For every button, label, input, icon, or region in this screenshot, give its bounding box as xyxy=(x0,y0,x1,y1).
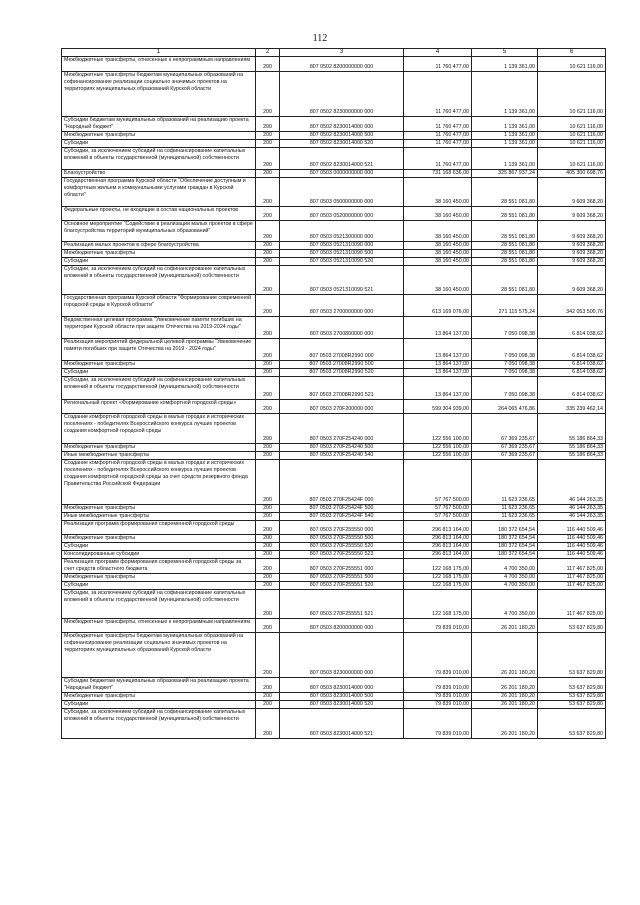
row-budget-code-cell: 807 0503 27008R2990 000 xyxy=(280,339,404,361)
row-unexecuted-cell: 53 637 829,80 xyxy=(538,633,606,678)
table-row xyxy=(62,619,606,633)
row-name-cell: Субсидии, за исключением субсидий на софинансирование капитальных вложений в объекты государственной (муниципальной) собственности xyxy=(62,709,256,739)
row-approved-cell: 13 864 137,00 xyxy=(404,317,472,339)
row-approved-cell: 38 160 450,00 xyxy=(404,242,472,250)
table-row xyxy=(62,513,606,521)
table-row xyxy=(62,414,606,444)
row-name-cell: Реализация мероприятий федеральной целевой программы "Увековечение памяти погибших при защите Отечества на 2019 - 2024 годы" xyxy=(62,339,256,361)
row-name-cell: Межбюджетные трансферты, отнесенные к непрограммным направлениям xyxy=(62,57,256,72)
col-header-unexecuted: 6 xyxy=(538,49,606,57)
row-line-code-cell: 200 xyxy=(256,505,280,513)
row-budget-code-cell: 807 0503 270F255551 500 xyxy=(280,574,404,582)
row-name-cell: Межбюджетные трансферты xyxy=(62,132,256,140)
row-approved-cell: 11 760 477,00 xyxy=(404,117,472,132)
row-approved-cell: 599 304 939,00 xyxy=(404,400,472,414)
row-executed-cell: 7 050 098,38 xyxy=(472,317,538,339)
row-executed-cell: 67 369 235,67 xyxy=(472,444,538,452)
row-executed-cell: 28 551 081,80 xyxy=(472,221,538,242)
row-name-cell: Реализация малых проектов в сфере благоустройства xyxy=(62,242,256,250)
row-line-code-cell: 200 xyxy=(256,258,280,266)
row-unexecuted-cell: 9 609 368,20 xyxy=(538,242,606,250)
row-name-cell: Субсидии, за исключением субсидий на софинансирование капитальных вложений в объекты государственной (муниципальной) собственности xyxy=(62,266,256,295)
row-line-code-cell: 200 xyxy=(256,72,280,117)
row-executed-cell: 28 551 081,80 xyxy=(472,258,538,266)
row-line-code-cell: 200 xyxy=(256,414,280,444)
row-executed-cell: 1 139 361,00 xyxy=(472,57,538,72)
row-unexecuted-cell: 9 609 368,20 xyxy=(538,258,606,266)
row-approved-cell: 57 767 500,00 xyxy=(404,505,472,513)
row-name-cell: Межбюджетные трансферты, отнесенные к непрограммным направлениям xyxy=(62,619,256,633)
table-row xyxy=(62,221,606,242)
row-budget-code-cell: 807 0503 27008R2990 500 xyxy=(280,361,404,369)
row-approved-cell: 79 839 010,00 xyxy=(404,709,472,739)
row-budget-code-cell: 807 0503 270F255551 521 xyxy=(280,590,404,619)
table-row xyxy=(62,72,606,117)
col-header-line-code: 2 xyxy=(256,49,280,57)
row-budget-code-cell: 807 0503 270F25424F 540 xyxy=(280,513,404,521)
row-executed-cell: 325 867 937,24 xyxy=(472,170,538,178)
row-budget-code-cell: 807 0503 0521310090 000 xyxy=(280,242,404,250)
row-unexecuted-cell: 53 637 829,80 xyxy=(538,701,606,709)
row-unexecuted-cell: 10 621 116,00 xyxy=(538,148,606,170)
row-executed-cell: 28 551 081,80 xyxy=(472,242,538,250)
row-unexecuted-cell: 55 186 864,33 xyxy=(538,414,606,444)
row-line-code-cell: 200 xyxy=(256,221,280,242)
table-row xyxy=(62,678,606,693)
row-executed-cell: 1 139 361,00 xyxy=(472,132,538,140)
table-row xyxy=(62,148,606,170)
row-line-code-cell: 200 xyxy=(256,701,280,709)
row-approved-cell: 79 839 010,00 xyxy=(404,619,472,633)
row-executed-cell: 4 700 350,00 xyxy=(472,559,538,574)
table-row xyxy=(62,369,606,377)
row-budget-code-cell: 807 0503 270F255550 523 xyxy=(280,551,404,559)
row-name-cell: Ведомственная целевая программа "Увековечение памяти погибших на территории Курской области при защите Отечества на 2019-2024 годы" xyxy=(62,317,256,339)
row-approved-cell: 38 160 450,00 xyxy=(404,258,472,266)
table-row xyxy=(62,543,606,551)
col-header-name: 1 xyxy=(62,49,256,57)
row-budget-code-cell: 807 0503 270F254240 500 xyxy=(280,444,404,452)
table-row xyxy=(62,505,606,513)
row-budget-code-cell: 807 0503 8230014000 521 xyxy=(280,709,404,739)
table-row xyxy=(62,460,606,505)
row-name-cell: Субсидии бюджетам муниципальных образований на реализацию проекта "Народный бюджет" xyxy=(62,678,256,693)
row-approved-cell: 13 864 137,00 xyxy=(404,361,472,369)
row-line-code-cell: 200 xyxy=(256,57,280,72)
table-row xyxy=(62,444,606,452)
row-unexecuted-cell: 46 144 263,35 xyxy=(538,513,606,521)
row-approved-cell: 122 168 175,00 xyxy=(404,582,472,590)
row-unexecuted-cell: 9 609 368,20 xyxy=(538,266,606,295)
row-line-code-cell: 200 xyxy=(256,633,280,678)
row-line-code-cell: 200 xyxy=(256,582,280,590)
row-budget-code-cell: 807 0503 270F255550 500 xyxy=(280,535,404,543)
row-name-cell: Субсидии xyxy=(62,582,256,590)
table-row xyxy=(62,339,606,361)
row-line-code-cell: 200 xyxy=(256,693,280,701)
row-unexecuted-cell: 55 186 864,33 xyxy=(538,452,606,460)
table-row xyxy=(62,633,606,678)
row-approved-cell: 296 813 164,00 xyxy=(404,521,472,535)
row-unexecuted-cell: 6 814 038,62 xyxy=(538,339,606,361)
budget-table xyxy=(61,48,606,739)
table-row xyxy=(62,258,606,266)
row-budget-code-cell: 807 0503 270F255551 000 xyxy=(280,559,404,574)
row-budget-code-cell: 807 0503 0520000000 000 xyxy=(280,207,404,221)
row-executed-cell: 180 372 654,54 xyxy=(472,543,538,551)
row-name-cell: Субсидии, за исключением субсидий на софинансирование капитальных вложений в объекты государственной (муниципальной) собственности xyxy=(62,590,256,619)
row-approved-cell: 11 760 477,00 xyxy=(404,148,472,170)
row-name-cell: Государственная программа Курской области "Обеспечение доступным и комфортным жильем и коммунальными услугами граждан в Курской области" xyxy=(62,178,256,207)
row-line-code-cell: 200 xyxy=(256,295,280,317)
row-approved-cell: 613 169 076,00 xyxy=(404,295,472,317)
row-line-code-cell: 200 xyxy=(256,452,280,460)
row-line-code-cell: 200 xyxy=(256,132,280,140)
row-budget-code-cell: 807 0503 8230014000 500 xyxy=(280,693,404,701)
row-unexecuted-cell: 53 637 829,80 xyxy=(538,678,606,693)
row-unexecuted-cell: 55 186 864,33 xyxy=(538,444,606,452)
row-approved-cell: 38 160 450,00 xyxy=(404,178,472,207)
row-budget-code-cell: 807 0503 270F255551 520 xyxy=(280,582,404,590)
row-approved-cell: 11 760 477,00 xyxy=(404,72,472,117)
row-unexecuted-cell: 10 621 116,00 xyxy=(538,140,606,148)
row-budget-code-cell: 807 0503 0521310090 500 xyxy=(280,250,404,258)
row-line-code-cell: 200 xyxy=(256,678,280,693)
row-name-cell: Региональный проект «Формирование комфортной городской среды» xyxy=(62,400,256,414)
row-budget-code-cell: 807 0503 270F25424F 500 xyxy=(280,505,404,513)
table-row xyxy=(62,559,606,574)
row-name-cell: Субсидии, за исключением субсидий на софинансирование капитальных вложений в объекты государственной (муниципальной) собственности xyxy=(62,377,256,400)
col-header-executed: 5 xyxy=(472,49,538,57)
row-unexecuted-cell: 9 609 368,20 xyxy=(538,250,606,258)
row-executed-cell: 11 623 236,65 xyxy=(472,505,538,513)
row-line-code-cell: 200 xyxy=(256,559,280,574)
row-name-cell: Субсидии xyxy=(62,543,256,551)
row-unexecuted-cell: 6 814 038,62 xyxy=(538,369,606,377)
row-name-cell: Иные межбюджетные трансферты xyxy=(62,513,256,521)
row-name-cell: Межбюджетные трансферты xyxy=(62,361,256,369)
row-line-code-cell: 200 xyxy=(256,170,280,178)
row-approved-cell: 122 168 175,00 xyxy=(404,574,472,582)
row-budget-code-cell: 807 0502 8230014000 520 xyxy=(280,140,404,148)
row-executed-cell: 7 050 098,38 xyxy=(472,369,538,377)
row-unexecuted-cell: 10 621 116,00 xyxy=(538,132,606,140)
table-row xyxy=(62,207,606,221)
table-row xyxy=(62,535,606,543)
table-row xyxy=(62,590,606,619)
row-budget-code-cell: 807 0503 270F254240 000 xyxy=(280,414,404,444)
row-name-cell: Межбюджетные трансферты xyxy=(62,250,256,258)
row-line-code-cell: 200 xyxy=(256,444,280,452)
row-name-cell: Создание комфортной городской среды в малых городах и исторических поселениях - победителях Всероссийского конкурса лучших проектов создания комфортной городской среды xyxy=(62,414,256,444)
row-executed-cell: 7 050 098,38 xyxy=(472,377,538,400)
row-approved-cell: 13 864 137,00 xyxy=(404,369,472,377)
row-line-code-cell: 200 xyxy=(256,369,280,377)
row-name-cell: Субсидии, за исключением субсидий на софинансирование капитальных вложений в объекты государственной (муниципальной) собственности xyxy=(62,148,256,170)
row-unexecuted-cell: 117 467 825,00 xyxy=(538,574,606,582)
row-executed-cell: 7 050 098,38 xyxy=(472,361,538,369)
row-executed-cell: 11 623 236,65 xyxy=(472,513,538,521)
row-unexecuted-cell: 335 239 462,14 xyxy=(538,400,606,414)
row-name-cell: Субсидии xyxy=(62,140,256,148)
row-executed-cell: 11 623 236,65 xyxy=(472,460,538,505)
row-unexecuted-cell: 10 621 116,00 xyxy=(538,57,606,72)
row-unexecuted-cell: 10 621 116,00 xyxy=(538,72,606,117)
row-unexecuted-cell: 117 467 825,00 xyxy=(538,590,606,619)
row-name-cell: Субсидии xyxy=(62,258,256,266)
row-executed-cell: 26 201 180,20 xyxy=(472,633,538,678)
row-budget-code-cell: 807 0503 0521310090 521 xyxy=(280,266,404,295)
row-name-cell: Консолидированные субсидии xyxy=(62,551,256,559)
row-approved-cell: 122 556 100,00 xyxy=(404,414,472,444)
row-name-cell: Благоустройство xyxy=(62,170,256,178)
row-line-code-cell: 200 xyxy=(256,535,280,543)
row-budget-code-cell: 807 0503 2700800000 000 xyxy=(280,317,404,339)
row-approved-cell: 79 839 010,00 xyxy=(404,701,472,709)
row-executed-cell: 180 372 654,54 xyxy=(472,535,538,543)
row-budget-code-cell: 807 0503 270F255550 520 xyxy=(280,543,404,551)
row-name-cell: Иные межбюджетные трансферты xyxy=(62,452,256,460)
row-line-code-cell: 200 xyxy=(256,317,280,339)
row-name-cell: Федеральные проекты, не входящие в состав национальных проектов xyxy=(62,207,256,221)
row-budget-code-cell: 807 0503 8230000000 000 xyxy=(280,633,404,678)
row-executed-cell: 4 700 350,00 xyxy=(472,590,538,619)
row-budget-code-cell: 807 0502 8230014000 000 xyxy=(280,117,404,132)
row-unexecuted-cell: 116 440 509,46 xyxy=(538,535,606,543)
row-name-cell: Субсидии бюджетам муниципальных образований на реализацию проекта "Народный бюджет" xyxy=(62,117,256,132)
row-budget-code-cell: 807 0503 0521310090 520 xyxy=(280,258,404,266)
row-executed-cell: 67 369 235,67 xyxy=(472,414,538,444)
row-approved-cell: 731 168 636,00 xyxy=(404,170,472,178)
row-executed-cell: 28 551 081,80 xyxy=(472,207,538,221)
row-unexecuted-cell: 6 814 038,62 xyxy=(538,317,606,339)
row-budget-code-cell: 807 0503 270F25424F 000 xyxy=(280,460,404,505)
row-unexecuted-cell: 116 440 509,46 xyxy=(538,551,606,559)
table-row xyxy=(62,250,606,258)
row-executed-cell: 26 201 180,20 xyxy=(472,701,538,709)
row-name-cell: Субсидии xyxy=(62,701,256,709)
row-unexecuted-cell: 9 609 368,20 xyxy=(538,221,606,242)
row-unexecuted-cell: 116 440 509,46 xyxy=(538,543,606,551)
row-budget-code-cell: 807 0503 2700000000 000 xyxy=(280,295,404,317)
table-row xyxy=(62,117,606,132)
row-executed-cell: 180 372 654,54 xyxy=(472,521,538,535)
row-approved-cell: 122 556 100,00 xyxy=(404,444,472,452)
row-name-cell: Реализация программ формирования современной городской среды xyxy=(62,521,256,535)
table-row xyxy=(62,452,606,460)
table-row xyxy=(62,400,606,414)
row-executed-cell: 28 551 081,80 xyxy=(472,178,538,207)
row-approved-cell: 122 168 175,00 xyxy=(404,590,472,619)
row-budget-code-cell: 807 0503 270F200000 000 xyxy=(280,400,404,414)
row-line-code-cell: 200 xyxy=(256,574,280,582)
row-approved-cell: 13 864 137,00 xyxy=(404,377,472,400)
row-unexecuted-cell: 117 467 825,00 xyxy=(538,559,606,574)
row-budget-code-cell: 807 0503 27008R2990 521 xyxy=(280,377,404,400)
row-line-code-cell: 200 xyxy=(256,551,280,559)
table-row xyxy=(62,701,606,709)
table-row xyxy=(62,377,606,400)
row-budget-code-cell: 807 0503 27008R2990 520 xyxy=(280,369,404,377)
row-approved-cell: 11 760 477,00 xyxy=(404,132,472,140)
row-unexecuted-cell: 116 440 509,46 xyxy=(538,521,606,535)
row-budget-code-cell: 807 0503 0500000000 000 xyxy=(280,178,404,207)
row-unexecuted-cell: 46 144 263,35 xyxy=(538,460,606,505)
row-approved-cell: 57 767 500,00 xyxy=(404,460,472,505)
row-budget-code-cell: 807 0503 0000000000 000 xyxy=(280,170,404,178)
table-row xyxy=(62,242,606,250)
row-unexecuted-cell: 53 637 829,80 xyxy=(538,619,606,633)
row-executed-cell: 26 201 180,20 xyxy=(472,693,538,701)
row-unexecuted-cell: 46 144 263,35 xyxy=(538,505,606,513)
row-line-code-cell: 200 xyxy=(256,619,280,633)
row-approved-cell: 57 767 500,00 xyxy=(404,513,472,521)
row-executed-cell: 1 139 361,00 xyxy=(472,72,538,117)
row-approved-cell: 122 556 100,00 xyxy=(404,452,472,460)
row-executed-cell: 26 201 180,20 xyxy=(472,709,538,739)
row-line-code-cell: 200 xyxy=(256,178,280,207)
row-unexecuted-cell: 53 637 829,80 xyxy=(538,709,606,739)
row-approved-cell: 11 760 477,00 xyxy=(404,57,472,72)
row-budget-code-cell: 807 0502 8230000000 000 xyxy=(280,72,404,117)
row-approved-cell: 38 160 450,00 xyxy=(404,221,472,242)
row-unexecuted-cell: 405 300 698,76 xyxy=(538,170,606,178)
row-approved-cell: 38 160 450,00 xyxy=(404,250,472,258)
row-approved-cell: 79 839 010,00 xyxy=(404,678,472,693)
row-line-code-cell: 200 xyxy=(256,148,280,170)
row-executed-cell: 180 372 654,54 xyxy=(472,551,538,559)
table-row xyxy=(62,709,606,739)
row-approved-cell: 122 168 175,00 xyxy=(404,559,472,574)
table-row xyxy=(62,521,606,535)
row-budget-code-cell: 807 0503 8230014000 520 xyxy=(280,701,404,709)
row-line-code-cell: 200 xyxy=(256,361,280,369)
row-line-code-cell: 200 xyxy=(256,460,280,505)
row-line-code-cell: 200 xyxy=(256,250,280,258)
row-executed-cell: 26 201 180,20 xyxy=(472,678,538,693)
row-budget-code-cell: 807 0503 0521300000 000 xyxy=(280,221,404,242)
table-row xyxy=(62,57,606,72)
row-name-cell: Создание комфортной городской среды в малых городах и исторических поселениях - победителях Всероссийского конкурса лучших проектов создания комфортной городской среды за счет средств резервного фонда Правительства Российской Федерации xyxy=(62,460,256,505)
row-unexecuted-cell: 53 637 829,80 xyxy=(538,693,606,701)
row-unexecuted-cell: 10 621 116,00 xyxy=(538,117,606,132)
row-unexecuted-cell: 6 814 038,62 xyxy=(538,361,606,369)
row-executed-cell: 271 115 575,24 xyxy=(472,295,538,317)
row-unexecuted-cell: 9 609 368,20 xyxy=(538,178,606,207)
row-approved-cell: 296 813 164,00 xyxy=(404,535,472,543)
row-executed-cell: 1 139 361,00 xyxy=(472,148,538,170)
row-approved-cell: 79 839 010,00 xyxy=(404,693,472,701)
row-line-code-cell: 200 xyxy=(256,543,280,551)
row-executed-cell: 7 050 098,38 xyxy=(472,339,538,361)
row-unexecuted-cell: 117 467 825,00 xyxy=(538,582,606,590)
table-row xyxy=(62,170,606,178)
row-name-cell: Субсидии xyxy=(62,369,256,377)
row-executed-cell: 264 065 476,86 xyxy=(472,400,538,414)
row-budget-code-cell: 807 0502 8200000000 000 xyxy=(280,57,404,72)
row-executed-cell: 4 700 350,00 xyxy=(472,574,538,582)
table-row xyxy=(62,551,606,559)
row-budget-code-cell: 807 0502 8230014000 521 xyxy=(280,148,404,170)
row-unexecuted-cell: 342 053 500,76 xyxy=(538,295,606,317)
row-line-code-cell: 200 xyxy=(256,590,280,619)
row-name-cell: Межбюджетные трансферты xyxy=(62,505,256,513)
table-row xyxy=(62,178,606,207)
row-executed-cell: 1 139 361,00 xyxy=(472,140,538,148)
row-approved-cell: 38 160 450,00 xyxy=(404,207,472,221)
table-row xyxy=(62,693,606,701)
table-body xyxy=(62,57,606,739)
table-row xyxy=(62,582,606,590)
row-budget-code-cell: 807 0502 8230014000 500 xyxy=(280,132,404,140)
row-budget-code-cell: 807 0503 270F255550 000 xyxy=(280,521,404,535)
page-number: 112 xyxy=(312,33,328,44)
table-row xyxy=(62,361,606,369)
row-name-cell: Межбюджетные трансферты xyxy=(62,444,256,452)
row-approved-cell: 13 864 137,00 xyxy=(404,339,472,361)
row-approved-cell: 79 839 010,00 xyxy=(404,633,472,678)
row-name-cell: Государственная программа Курской области "Формирование современной городской среды в Курской области" xyxy=(62,295,256,317)
row-executed-cell: 4 700 350,00 xyxy=(472,582,538,590)
row-name-cell: Основное мероприятие "Содействие в реализации малых проектов в сфере благоустройства территорий муниципальных образований" xyxy=(62,221,256,242)
row-line-code-cell: 200 xyxy=(256,513,280,521)
row-line-code-cell: 200 xyxy=(256,377,280,400)
table-row xyxy=(62,574,606,582)
row-approved-cell: 38 160 450,00 xyxy=(404,266,472,295)
row-name-cell: Реализация программ формирования современной городской среды за счет средств областного бюджета xyxy=(62,559,256,574)
table-row xyxy=(62,132,606,140)
row-approved-cell: 296 813 164,00 xyxy=(404,551,472,559)
row-name-cell: Межбюджетные трансферты бюджетам муниципальных образований на софинансирование реализации социально значимых проектов на территориях муниципальных образований Курской области xyxy=(62,633,256,678)
row-executed-cell: 67 369 235,67 xyxy=(472,452,538,460)
row-line-code-cell: 200 xyxy=(256,242,280,250)
row-line-code-cell: 200 xyxy=(256,521,280,535)
row-line-code-cell: 200 xyxy=(256,339,280,361)
row-unexecuted-cell: 6 814 038,62 xyxy=(538,377,606,400)
row-line-code-cell: 200 xyxy=(256,140,280,148)
row-budget-code-cell: 807 0503 8230014000 000 xyxy=(280,678,404,693)
row-name-cell: Межбюджетные трансферты xyxy=(62,574,256,582)
col-header-approved: 4 xyxy=(404,49,472,57)
row-executed-cell: 1 139 361,00 xyxy=(472,117,538,132)
row-name-cell: Межбюджетные трансферты xyxy=(62,535,256,543)
row-line-code-cell: 200 xyxy=(256,400,280,414)
row-executed-cell: 26 201 180,20 xyxy=(472,619,538,633)
row-line-code-cell: 200 xyxy=(256,207,280,221)
table-row xyxy=(62,140,606,148)
row-executed-cell: 28 551 081,80 xyxy=(472,266,538,295)
row-executed-cell: 28 551 081,80 xyxy=(472,250,538,258)
row-line-code-cell: 200 xyxy=(256,266,280,295)
row-line-code-cell: 200 xyxy=(256,709,280,739)
table-header xyxy=(62,49,606,57)
row-budget-code-cell: 807 0503 8200000000 000 xyxy=(280,619,404,633)
row-unexecuted-cell: 9 609 368,20 xyxy=(538,207,606,221)
table-row xyxy=(62,266,606,295)
table-row xyxy=(62,317,606,339)
row-name-cell: Межбюджетные трансферты бюджетам муниципальных образований на софинансирование реализации социально значимых проектов на территориях муниципальных образований Курской области xyxy=(62,72,256,117)
table-row xyxy=(62,295,606,317)
row-budget-code-cell: 807 0503 270F254240 540 xyxy=(280,452,404,460)
row-line-code-cell: 200 xyxy=(256,117,280,132)
row-approved-cell: 296 813 164,00 xyxy=(404,543,472,551)
row-approved-cell: 11 760 477,00 xyxy=(404,140,472,148)
row-name-cell: Межбюджетные трансферты xyxy=(62,693,256,701)
col-header-budget-code: 3 xyxy=(280,49,404,57)
